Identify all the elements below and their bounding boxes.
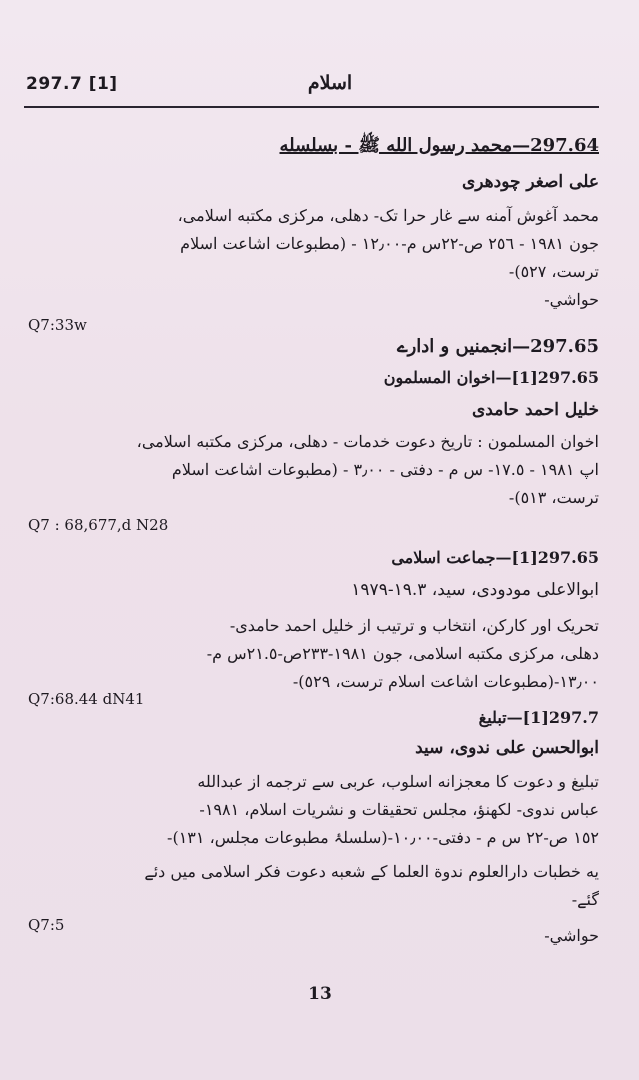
entry-line: حواشي- [544,290,599,309]
section-author: علی اصغر چودھری [461,172,599,192]
section-heading-297-64: 297.64—محمد رسول الله ﷺ - بسلسله [279,135,599,156]
section-heading-297-65: 297.65—انجمنیں و ادارے [397,336,599,357]
class-code: Q7:33w [28,316,87,334]
entry-line: جون ١٩٨١ - ٢٥٦ ص-٢٢س م-١٢٫٠٠ - (مطبوعات اشاعت اسلام [180,234,599,253]
page-number: 13 [308,984,332,1004]
section-heading-jamaat: 297.65[1]—جماعت اسلامی [391,548,599,567]
class-code: Q7 : 68,677,d N28 [28,516,169,534]
entry-line: گئے- [571,890,599,909]
entry-line: حواشي- [544,926,599,945]
entry-line: عباس ندوی- لکھنؤ، مجلس تحقیقات و نشریات اسلام، ١٩٨١- [199,800,599,819]
entry-line: ١٣٫٠٠-(مطبوعات اشاعت اسلام ترست، ٥٢٩)- [292,672,599,691]
section-author: ابوالاعلی مودودی، سید، ١٩.٣-١٩٧٩ [351,580,599,600]
entry-line: تحریک اور کارکن، انتخاب و ترتیب از خلیل احمد حامدی- [229,616,599,635]
header-class-code: 297.7 [1] [26,74,118,94]
entry-line: ترست، ٥٢٧)- [508,262,599,281]
header-rule [24,106,599,108]
entry-line: محمد آغوش آمنه سے غار حرا تک- دهلی، مرکزی مکتبه اسلامی، [177,206,599,225]
entry-line: اپ ١٩٨١ - ١٧.٥- س م - دفتی - ٣٫٠٠ - (مطبوعات اشاعت اسلام [171,460,599,479]
entry-line: اخوان المسلمون : تاریخ دعوت خدمات - دهلی، مرکزی مکتبه اسلامی، [136,432,599,451]
section-heading-tabligh: 297.7[1]—تبلیغ [478,708,599,727]
entry-line: تبلیغ و دعوت کا معجزانه اسلوب، عربی سے ترجمه از عبدالله [197,772,599,791]
entry-line: یه خطبات دارالعلوم ندوة العلما کے شعبه دعوت فکر اسلامی میں دئے [144,862,599,881]
entry-line: دهلی، مرکزی مکتبه اسلامی، جون ١٩٨١-٢٣٣ص-٢١.٥س م- [206,644,599,663]
class-code: Q7:5 [28,916,65,934]
entry-line: ١٥٢ ص-٢٢ س م - دفتی-١٠٫٠٠-(سلسلۂ مطبوعات مجلس، ١٣١)- [167,828,599,847]
header-title: اسلام [307,72,353,94]
section-author: ابوالحسن علی ندوی، سید [415,738,599,758]
section-subheading: 297.65[1]—اخوان المسلمون [383,368,599,387]
section-author: خلیل احمد حامدی [472,400,599,420]
class-code: Q7:68.44 dN41 [28,690,145,708]
entry-line: ترست، ٥١٣)- [508,488,599,507]
